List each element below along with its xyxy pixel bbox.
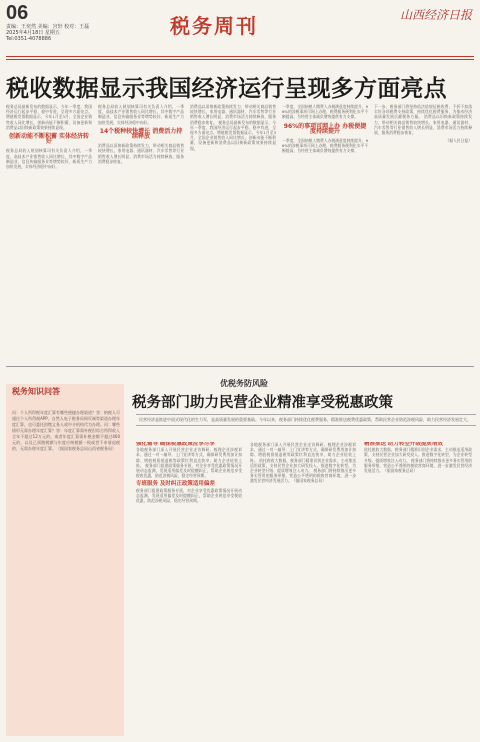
section-title: 税务周刊: [170, 14, 258, 38]
section-divider: [6, 366, 474, 367]
lead-subhead-2: 14个税种较快增长 消费活力持续释放: [99, 127, 183, 141]
article2-deck: 民营经济是推进中国式现代化的生力军，是高质量发展的重要基础。今年以来，税务部门持续优化税费服务，精准推送税费优惠政策，帮助民营企业防范涉税风险，助力民营经济发展壮大。: [136, 414, 476, 426]
article2-subhead-1: 强化辅导 确保税惠政策应享尽享: [136, 442, 215, 447]
header-rule-thin: [6, 59, 474, 60]
header-rule: [6, 56, 474, 57]
article2-column-3: 精准推送 助力转型升级提质增效 依托税收大数据，税务部门精准识别企业需求，主动推送适用政策，支持民营企业加大研发投入、推进数字化转型，为企业转型升级、提质增效注入动力。 税务部门将持续推出更多务实管用的服务举措，营造公平透明的税收营商环境，进一步激发民营经济发展活力。（据国家税务总局）: [364, 442, 472, 474]
lead-headline: 税收数据显示我国经济运行呈现多方面亮点: [6, 75, 447, 102]
article2-headline: 税务部门助力民营企业精准享受税惠政策: [132, 394, 393, 411]
lead-subhead-3: 96%的事项可网上办 办税便捷度持续提升: [283, 122, 367, 135]
lead-column-2: 税务总局收入规划核算司有关负责人介绍，一季度，高技术产业销售收入同比增长，其中数字产品制造业、信息传输服务业等增势较好，新质生产力加快发展，实体经济稳中向好。 14个税种较快增长 消费活力持续释放 消费品以旧换新政策持续发力，带动相关商品销售较快增长，家用电器、通讯器材、汽车零售等行业销售收入增长明显，消费市场活力持续释放，服务消费稳步恢复。: [98, 104, 184, 164]
lead-column-5: 下一步，税务部门将坚持依法依规征税收费，不折不扣落实好各项税费支持政策，持续优化税费服务，为推动经济高质量发展贡献税务力量。 消费品以旧换新政策持续发力，带动相关商品销售较快增长，家用电器、通讯器材、汽车零售等行业销售收入增长明显，消费市场活力持续释放，服务消费稳步恢复。 （据人民日报）: [374, 104, 472, 144]
phone-number: Tel:0351-4078886: [6, 36, 52, 42]
lead-credit: （据人民日报）: [445, 138, 472, 144]
lead-column-1: 税务总局最新发布的数据显示，今年一季度，我国经济运行起步平稳、稳中有进，呈现多方面亮点。增值税发票数据显示，今年1月至3月，全国企业销售收入同比增长，创新动能不断积蓄，设备更新和消费品以旧换新政策效果持续显现。 创新动能不断积蓄 实体经济转好 税务总局收入规划核算司有关负责人介绍，一季度，高技术产业销售收入同比增长，其中数字产品制造业、信息传输服务业等增势较好，新质生产力加快发展，实体经济稳中向好。: [6, 104, 92, 170]
editor-credits: 责编：王奕然 美编：宫轩 校对：王磊: [6, 24, 90, 30]
newspaper-logo: 山西经济日报: [399, 8, 472, 22]
article2-subhead-2: 专班服务 及时纠正政策适用偏差: [136, 481, 215, 488]
qa-text: 问：个人所得税年度汇算有哪些便捷办理渠道？答：纳税人可通过个人所得税APP、自然人电子税务局网页端等渠道办理年度汇算，也可委托扣缴义务人或中介机构代为办理。问：哪些情形无需办理年度汇算？答：年度汇算需补税但综合所得收入全年不超过12万元的，或者年度汇算需补税金额不超过400元的，以及已预缴税额与年度应纳税额一致或者不申请退税的，无需办理年度汇算。（据国家税务总局山西省税务局）: [12, 410, 120, 451]
lead-column-4: 一季度，全国纳税人缴费人办税满意度持续提升，96%的涉税事项可网上办理，税费服务便利化水平不断提高，为经营主体减负增效提供有力支撑。 96%的事项可网上办 办税便捷度持续提升 一季度，全国纳税人缴费人办税满意度持续提升，96%的涉税事项可网上办理，税费服务便利化水平不断提高，为经营主体减负增效提供有力支撑。: [282, 104, 368, 154]
article2-kicker: 优税务防风险: [220, 379, 268, 388]
lead-column-3: 消费品以旧换新政策持续发力，带动相关商品销售较快增长，家用电器、通讯器材、汽车零售等行业销售收入增长明显，消费市场活力持续释放，服务消费稳步恢复。 税务总局最新发布的数据显示，今年一季度，我国经济运行起步平稳、稳中有进，呈现多方面亮点。增值税发票数据显示，今年1月至3月，全国企业销售收入同比增长，创新动能不断积蓄，设备更新和消费品以旧换新政策效果持续显现。: [190, 104, 276, 151]
qa-title: 税务知识问答: [12, 387, 60, 396]
page-number: 06: [6, 2, 29, 24]
issue-date: 2025年4月18日 星期五: [6, 30, 60, 36]
article2-subhead-3: 精准推送 助力转型升级提质增效: [364, 442, 443, 447]
article2-column-2: 各地税务部门深入开展民营企业走访调研，梳理企业涉税诉求，通过一对一辅导、上门宣讲等方式，确保研发费用加计扣除、增值税留抵退税等政策红利直达快享，助力企业轻装上阵。 依托税收大数据，税务部门精准识别企业需求，主动推送适用政策，支持民营企业加大研发投入、推进数字化转型，为企业转型升级、提质增效注入动力。 税务部门将持续推出更多务实管用的服务举措，营造公平透明的税收营商环境，进一步激发民营经济发展活力。（据国家税务总局）: [250, 442, 356, 484]
lead-subhead-1: 创新动能不断积蓄 实体经济转好: [8, 133, 90, 146]
article2-column-1: 强化辅导 确保税惠政策应享尽享 各地税务部门深入开展民营企业走访调研，梳理企业涉税诉求，通过一对一辅导、上门宣讲等方式，确保研发费用加计扣除、增值税留抵退税等政策红利直达快享，助力企业轻装上阵。 税务部门组建政策服务专班，对企业享受优惠政策情况开展动态监测，发现适用偏差及时提醒纠正，帮助企业规范享受税收优惠，防范涉税风险，稳定经营预期。 专班服务 及时纠正政策适用偏差 税务部门组建政策服务专班，对企业享受优惠政策情况开展动态监测，发现适用偏差及时提醒纠正，帮助企业规范享受税收优惠，防范涉税风险，稳定经营预期。: [136, 442, 242, 504]
